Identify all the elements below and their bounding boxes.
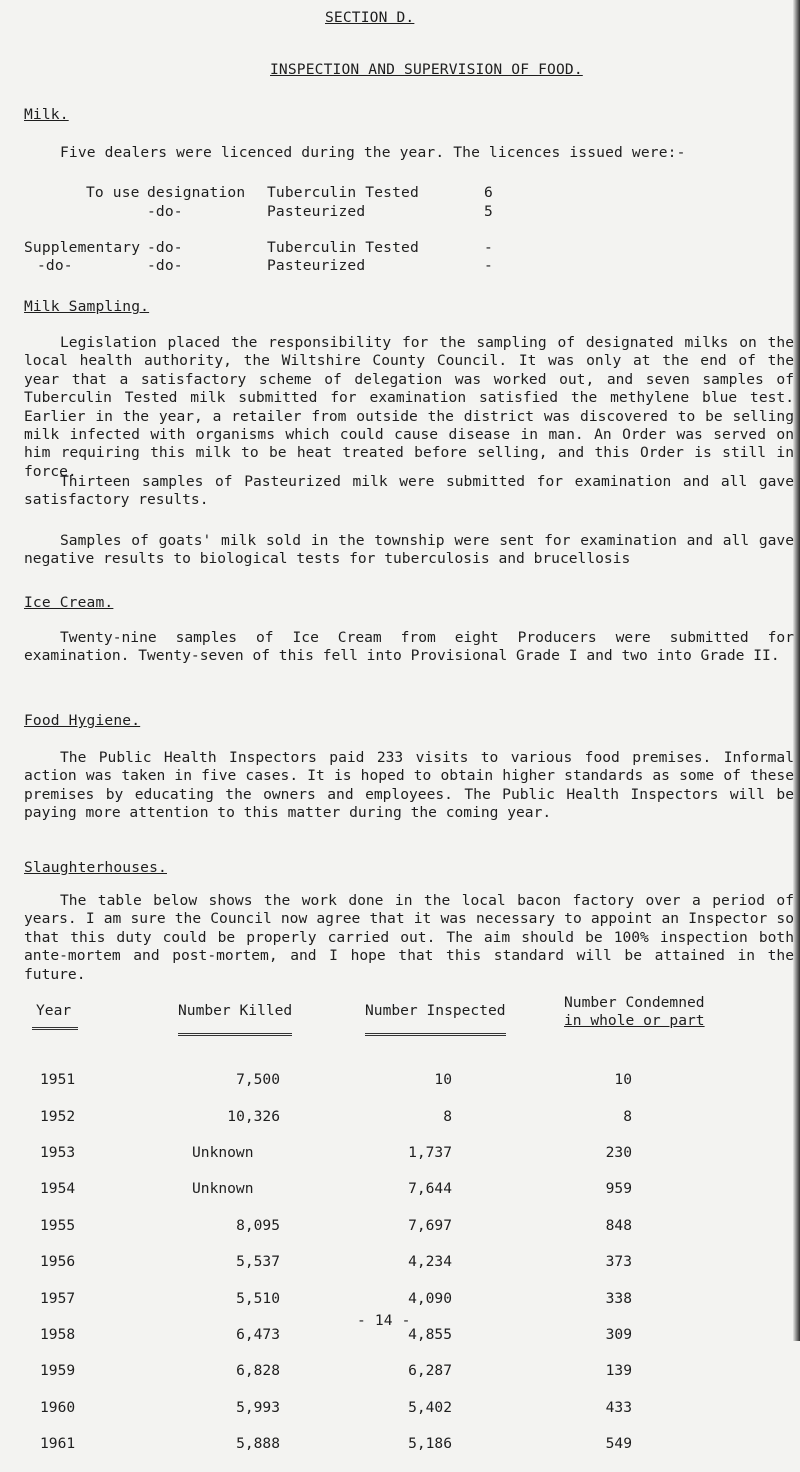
milk-sampling-title: Milk Sampling.: [24, 298, 150, 315]
table-cell-inspected: 7,697: [408, 1216, 452, 1234]
table-cell-inspected: 8: [443, 1107, 452, 1125]
table-cell-inspected: 7,644: [408, 1180, 452, 1198]
col-header-inspected: Number Inspected: [365, 1002, 506, 1036]
milk-sampling-paragraph-1: Legislation placed the responsibility for the sampling of designated milks on the local health authority, the Wiltshire County Council. It was only at the end of the year that a satisfactory scheme of delegation was worked out, and seven samples of Tuberculin Tested milk submitted for examination satisfied the methylene blue test. Earlier in the year, a retailer from outside the district was discovered to be selling milk infected with organisms which could cause disease in man. An Order was served on him requiring this milk to be heat treated before selling, and this Order is still in force.: [24, 334, 794, 480]
table-cell-condemned: 338: [605, 1289, 632, 1307]
table-cell-condemned: 373: [605, 1253, 632, 1271]
table-cell-killed: 6,828: [236, 1362, 280, 1380]
table-cell-condemned: 230: [605, 1144, 632, 1162]
col-header-condemned: Number Condemned: [564, 994, 705, 1011]
licence-row-4-type: -do-: [37, 257, 73, 274]
table-cell-inspected: 6,287: [408, 1362, 452, 1380]
col-year-values: [40, 1053, 80, 1472]
slaughterhouses-title: Slaughterhouses.: [24, 859, 167, 876]
table-cell-inspected: 5,402: [408, 1398, 452, 1416]
section-label: SECTION D.: [325, 9, 415, 26]
page-edge-shadow: [793, 0, 800, 1341]
licence-row-1-type: To use: [86, 184, 140, 201]
food-hygiene-title: Food Hygiene.: [24, 712, 141, 729]
ice-cream-title: Ice Cream.: [24, 594, 114, 611]
table-cell-year: 1961: [40, 1435, 76, 1453]
licence-row-2-kind: Pasteurized: [267, 203, 366, 220]
milk-intro: Five dealers were licenced during the year. The licences issued were:-: [60, 144, 686, 161]
licence-row-4-count: -: [484, 257, 493, 274]
table-cell-inspected: 4,234: [408, 1253, 452, 1271]
table-cell-condemned: 139: [605, 1362, 632, 1380]
licence-row-4-kind: Pasteurized: [267, 257, 366, 274]
table-cell-killed: Unknown: [192, 1144, 254, 1162]
table-cell-inspected: 10: [434, 1071, 452, 1089]
food-hygiene-paragraph: The Public Health Inspectors paid 233 visits to various food premises. Informal action was taken in five cases. It is hoped to obtain higher standards as some of these premises by educating the owners and employees. The Public Health Inspectors will be paying more attention to this matter during the coming year.: [24, 749, 794, 822]
table-cell-condemned: 309: [605, 1326, 632, 1344]
table-cell-condemned: 549: [605, 1435, 632, 1453]
licence-row-2-designation: -do-: [147, 203, 183, 220]
table-cell-year: 1953: [40, 1144, 76, 1162]
table-cell-condemned: 433: [605, 1398, 632, 1416]
table-cell-killed: 5,510: [236, 1289, 280, 1307]
licence-row-1-kind: Tuberculin Tested: [267, 184, 419, 201]
table-cell-inspected: 1,737: [408, 1144, 452, 1162]
table-cell-inspected: 5,186: [408, 1435, 452, 1453]
licence-row-4-designation: -do-: [147, 257, 183, 274]
col-header-killed: Number Killed: [178, 1002, 292, 1036]
table-cell-year: 1955: [40, 1216, 76, 1234]
col-header-condemned-sub: in whole or part: [564, 1012, 705, 1029]
table-cell-condemned: 959: [605, 1180, 632, 1198]
table-cell-year: 1957: [40, 1289, 76, 1307]
table-cell-year: 1960: [40, 1398, 76, 1416]
table-cell-year: 1951: [40, 1071, 76, 1089]
table-cell-inspected: 4,090: [408, 1289, 452, 1307]
slaughterhouses-paragraph: The table below shows the work done in the local bacon factory over a period of years. I am sure the Council now agree that it was necessary to appoint an Inspector so that this duty could be properly carried out. The aim should be 100% inspection both ante-mortem and post-mortem, and I hope that this standard will be attained in the future.: [24, 892, 794, 983]
table-cell-year: 1958: [40, 1326, 76, 1344]
table-cell-condemned: 8: [623, 1107, 632, 1125]
table-cell-killed: 5,888: [236, 1435, 280, 1453]
table-cell-inspected: 4,855: [408, 1326, 452, 1344]
licence-row-2-count: 5: [484, 203, 493, 220]
col-inspected-values: [360, 1053, 452, 1472]
milk-sampling-paragraph-3: Samples of goats' milk sold in the township were sent for examination and all gave negative results to biological tests for tuberculosis and brucellosis: [24, 532, 794, 568]
table-cell-killed: 8,095: [236, 1216, 280, 1234]
licence-row-3-designation: -do-: [147, 239, 183, 256]
licence-row-3-kind: Tuberculin Tested: [267, 239, 419, 256]
licence-row-1-designation: designation: [147, 184, 246, 201]
col-header-year: Year: [36, 1002, 72, 1019]
table-cell-killed: 7,500: [236, 1071, 280, 1089]
page-heading: INSPECTION AND SUPERVISION OF FOOD.: [270, 61, 583, 78]
page-number: - 14 -: [357, 1312, 411, 1329]
ice-cream-paragraph: Twenty-nine samples of Ice Cream from eight Producers were submitted for examination. Twenty-seven of this fell into Provisional Grade I and two into Grade II.: [24, 629, 794, 665]
table-cell-killed: 5,537: [236, 1253, 280, 1271]
table-cell-killed: 6,473: [236, 1326, 280, 1344]
col-killed-values: [180, 1053, 280, 1472]
col-condemned-values: [580, 1053, 632, 1472]
year-header-rule: [32, 1027, 78, 1030]
licence-row-3-count: -: [484, 239, 493, 256]
table-cell-year: 1956: [40, 1253, 76, 1271]
milk-title: Milk.: [24, 106, 69, 123]
table-cell-condemned: 10: [614, 1071, 632, 1089]
table-cell-year: 1954: [40, 1180, 76, 1198]
milk-sampling-paragraph-2: Thirteen samples of Pasteurized milk were submitted for examination and all gave satisfactory results.: [24, 473, 794, 509]
table-cell-year: 1959: [40, 1362, 76, 1380]
licence-row-1-count: 6: [484, 184, 493, 201]
table-cell-killed: 5,993: [236, 1398, 280, 1416]
licence-row-3-type: Supplementary: [24, 239, 141, 256]
table-cell-killed: Unknown: [192, 1180, 254, 1198]
table-cell-year: 1952: [40, 1107, 76, 1125]
table-cell-killed: 10,326: [227, 1107, 280, 1125]
table-cell-condemned: 848: [605, 1216, 632, 1234]
